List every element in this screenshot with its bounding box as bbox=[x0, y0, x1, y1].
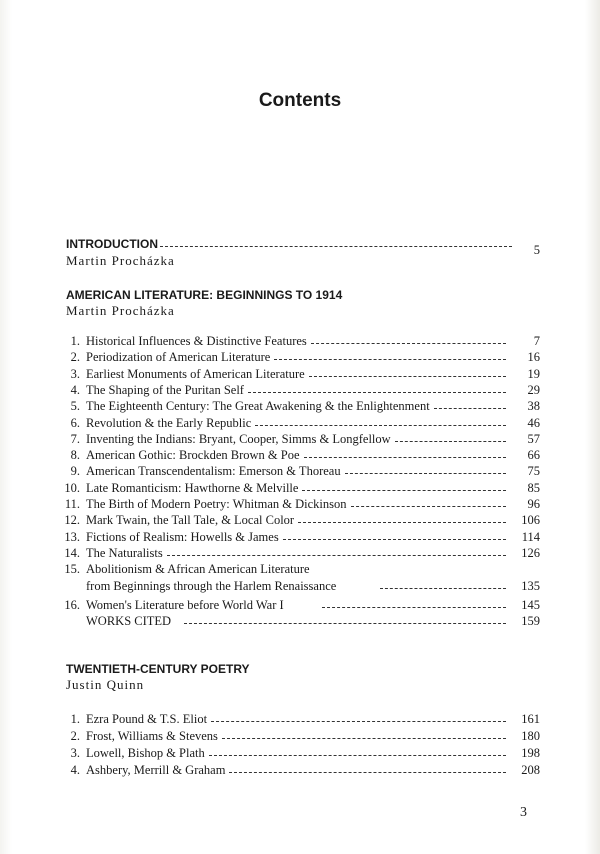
dot-leader bbox=[222, 738, 506, 739]
page-number: 126 bbox=[521, 545, 540, 560]
entry-number: 4. bbox=[70, 382, 80, 397]
entry-title: Mark Twain, the Tall Tale, & Local Color bbox=[86, 513, 295, 528]
toc-entry bbox=[60, 349, 540, 365]
dot-leader bbox=[304, 457, 506, 458]
entry-title: WORKS CITED bbox=[86, 614, 172, 628]
toc-entry bbox=[60, 415, 540, 431]
page-number: 57 bbox=[527, 431, 540, 446]
toc-entry bbox=[60, 545, 540, 561]
entry-number: 12. bbox=[64, 513, 80, 528]
entry-title: American Transcendentalism: Emerson & Thoreau bbox=[86, 464, 341, 479]
dot-leader bbox=[248, 392, 506, 393]
entry-number: 15. bbox=[64, 562, 80, 576]
page-number: 85 bbox=[527, 480, 540, 495]
page-number: 106 bbox=[521, 513, 540, 528]
entry-number: 2. bbox=[70, 729, 80, 743]
page-number: 208 bbox=[521, 763, 540, 777]
section-heading: TWENTIETH-CENTURY POETRY bbox=[66, 662, 250, 676]
dot-leader bbox=[311, 343, 506, 344]
dot-leader bbox=[434, 408, 506, 409]
entry-title: Earliest Monuments of American Literature bbox=[86, 366, 305, 381]
entry-title: Revolution & the Early Republic bbox=[86, 415, 252, 430]
dot-leader bbox=[322, 607, 506, 608]
entry-title: Abolitionism & African American Literature bbox=[86, 562, 310, 576]
toc-entry bbox=[60, 431, 540, 447]
dot-leader bbox=[298, 522, 506, 523]
toc-entry bbox=[60, 447, 540, 463]
entry-number: 4. bbox=[70, 763, 80, 777]
entry-title: Women's Literature before World War I bbox=[86, 598, 284, 612]
entry-number: 1. bbox=[70, 334, 80, 348]
dot-leader bbox=[274, 359, 506, 360]
entry-title: The Birth of Modern Poetry: Whitman & Dickinson bbox=[86, 497, 347, 511]
entry-title: Late Romanticism: Hawthorne & Melville bbox=[86, 480, 299, 495]
dot-leader bbox=[309, 376, 506, 377]
section-author: Justin Quinn bbox=[66, 677, 145, 692]
page-number: 198 bbox=[521, 746, 540, 760]
dot-leader bbox=[380, 588, 506, 589]
toc-entry bbox=[60, 382, 540, 398]
page-number: 29 bbox=[527, 382, 540, 397]
toc-entry bbox=[60, 463, 540, 479]
toc-entry bbox=[60, 366, 540, 382]
toc-entry bbox=[60, 496, 540, 512]
page-number: 145 bbox=[521, 598, 540, 612]
page-number: 180 bbox=[521, 729, 540, 743]
entry-title: Lowell, Bishop & Plath bbox=[86, 746, 205, 760]
entry-title: The Shaping of the Puritan Self bbox=[86, 382, 244, 397]
toc-entry-works-cited bbox=[60, 613, 540, 629]
entry-title: Periodization of American Literature bbox=[86, 350, 271, 365]
page-number: 38 bbox=[527, 399, 540, 414]
entry-number: 5. bbox=[70, 399, 80, 414]
dot-leader bbox=[255, 425, 506, 426]
dot-leader bbox=[209, 755, 506, 756]
page-number: 159 bbox=[521, 614, 540, 628]
dot-leader bbox=[167, 555, 506, 556]
entry-number: 11. bbox=[64, 497, 80, 511]
dot-leader bbox=[302, 490, 506, 491]
entry-number: 3. bbox=[70, 366, 80, 381]
section-author: Martin Procházka bbox=[66, 303, 175, 318]
entry-number: 1. bbox=[70, 712, 80, 726]
toc-entry bbox=[60, 512, 540, 528]
dot-leader bbox=[211, 721, 506, 722]
entry-title: Inventing the Indians: Bryant, Cooper, Simms & Longfellow bbox=[86, 431, 391, 446]
entry-number: 13. bbox=[64, 529, 80, 544]
toc-entry-continued bbox=[60, 578, 540, 594]
entry-number: 8. bbox=[70, 448, 80, 463]
page-number: 66 bbox=[527, 448, 540, 463]
entry-number: 16. bbox=[64, 598, 80, 612]
entry-number: 2. bbox=[70, 350, 80, 365]
entry-title: The Eighteenth Century: The Great Awakening & the Enlightenment bbox=[86, 399, 430, 414]
section-heading: AMERICAN LITERATURE: BEGINNINGS TO 1914 bbox=[66, 288, 343, 302]
page-number: 46 bbox=[527, 415, 540, 430]
entry-title: Ashbery, Merrill & Graham bbox=[86, 763, 226, 777]
toc-entry bbox=[60, 333, 540, 349]
entry-title: Fictions of Realism: Howells & James bbox=[86, 529, 279, 544]
dot-leader bbox=[160, 246, 512, 247]
entry-number: 9. bbox=[70, 464, 80, 479]
entry-number: 3. bbox=[70, 746, 80, 760]
entry-title: Frost, Williams & Stevens bbox=[86, 729, 218, 743]
entry-title: The Naturalists bbox=[86, 545, 163, 560]
page-number: 7 bbox=[533, 334, 540, 348]
page-number: 19 bbox=[527, 366, 540, 381]
toc-entry bbox=[60, 597, 540, 613]
page-number-footer: 3 bbox=[520, 805, 527, 820]
page-number: 114 bbox=[521, 529, 540, 544]
toc-entry-introduction bbox=[60, 236, 540, 257]
toc-entry bbox=[60, 728, 540, 744]
page-number: 135 bbox=[521, 579, 540, 593]
toc-entry bbox=[60, 745, 540, 761]
page-number: 75 bbox=[527, 464, 540, 479]
page-number: 5 bbox=[533, 243, 540, 257]
dot-leader bbox=[283, 539, 506, 540]
page-number: 96 bbox=[527, 497, 540, 511]
toc-entry bbox=[60, 480, 540, 496]
dot-leader bbox=[184, 623, 506, 624]
section-heading: INTRODUCTION bbox=[66, 237, 158, 251]
page-number: 161 bbox=[521, 712, 540, 726]
page-number: 16 bbox=[527, 350, 540, 365]
entry-number: 14. bbox=[64, 545, 80, 560]
section-author: Martin Procházka bbox=[66, 253, 175, 268]
entry-title: Ezra Pound & T.S. Eliot bbox=[86, 712, 208, 726]
dot-leader bbox=[395, 441, 506, 442]
entry-number: 7. bbox=[70, 431, 80, 446]
dot-leader bbox=[345, 473, 506, 474]
entry-number: 6. bbox=[70, 415, 80, 430]
toc-entry bbox=[60, 711, 540, 727]
page-title: Contents bbox=[258, 90, 342, 111]
toc-entry bbox=[60, 561, 540, 577]
dot-leader bbox=[351, 506, 506, 507]
toc-entry bbox=[60, 762, 540, 778]
toc-entry bbox=[60, 529, 540, 545]
entry-number: 10. bbox=[64, 480, 80, 495]
entry-title: Historical Influences & Distinctive Features bbox=[86, 334, 307, 348]
entry-title: American Gothic: Brockden Brown & Poe bbox=[86, 448, 300, 463]
dot-leader bbox=[229, 772, 506, 773]
toc-entry bbox=[60, 398, 540, 414]
entry-title-line2: from Beginnings through the Harlem Renaissance bbox=[86, 579, 337, 593]
